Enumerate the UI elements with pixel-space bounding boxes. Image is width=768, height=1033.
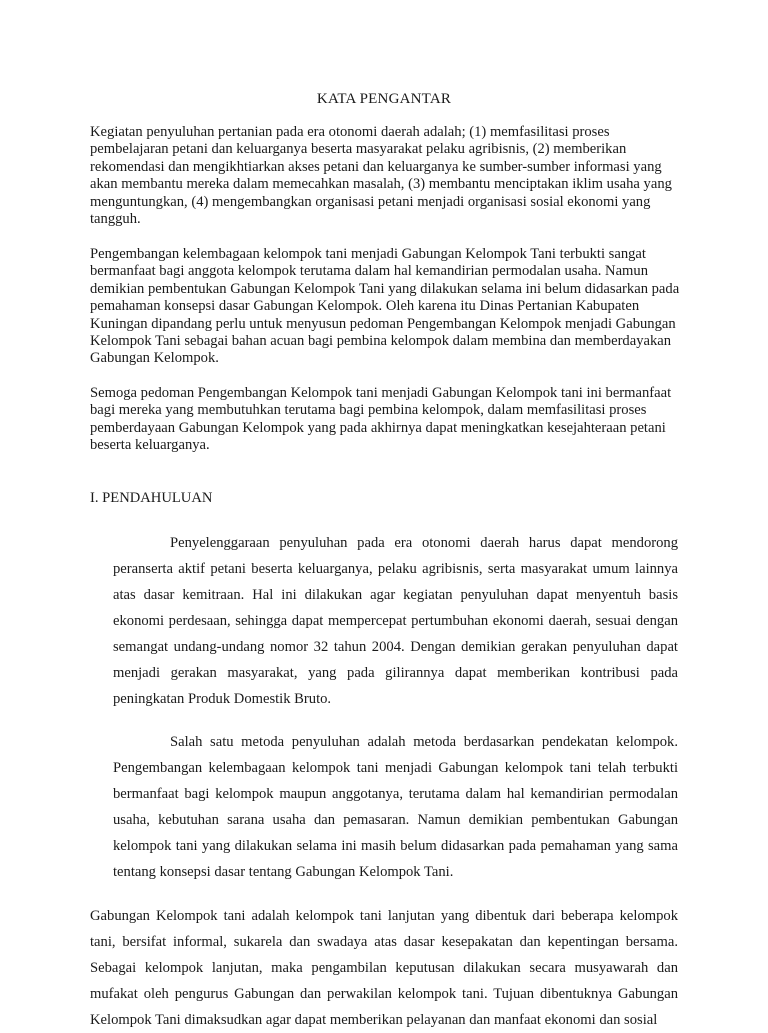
intro-paragraph-1: Kegiatan penyuluhan pertanian pada era otonomi daerah adalah; (1) memfasilitasi proses pembelajaran petani dan keluarganya beserta masyarakat pelaku agribisnis, (2) memberikan rekomendasi dan mengikhtiarkan akses petani dan keluarganya ke sumber-sumber informasi yang akan membantu mereka dalam memecahkan masalah, (3) membantu menciptakan iklim usaha yang menguntungkan, (4) mengembangkan organisasi petani menjadi organisasi sosial ekonomi yang tangguh. [90,124,672,228]
section-paragraph-1: Penyelenggaraan penyuluhan pada era otonomi daerah harus dapat mendorong peranserta aktif petani beserta keluarganya, pelaku agribisnis, serta masyarakat umum lainnya atas dasar kemitraan. Hal ini dilakukan agar kegiatan penyuluhan dapat menyentuh basis ekonomi perdesaan, sehingga dapat mempercepat pertumbuhan ekonomi daerah, sesuai dengan semangat undang-undang nomor 32 tahun 2004. Dengan demikian gerakan penyuluhan dapat menjadi gerakan masyarakat, yang pada gilirannya dapat memberikan kontribusi pada peningkatan Produk Domestik Bruto. [113,535,678,707]
section-heading: I. PENDAHULUAN [90,490,213,506]
intro-paragraph-3: Semoga pedoman Pengembangan Kelompok tani menjadi Gabungan Kelompok tani ini bermanfaat bagi mereka yang membutuhkan terutama bagi pembina kelompok, dalam memfasilitasi proses pemberdayaan Gabungan Kelompok yang pada akhirnya dapat meningkatkan kesejahteraan petani beserta keluarganya. [90,385,672,454]
intro-paragraph-2: Pengembangan kelembagaan kelompok tani menjadi Gabungan Kelompok Tani terbukti sangat bermanfaat bagi anggota kelompok terutama dalam hal kemandirian permodalan usaha. Namun demikian pembentukan Gabungan Kelompok Tani yang dilakukan selama ini belum didasarkan pada pemahaman konsepsi dasar Gabungan Kelompok. Oleh karena itu Dinas Pertanian Kabupaten Kuningan dipandang perlu untuk menyusun pedoman Pengembangan Kelompok menjadi Gabungan Kelompok Tani sebagai bahan acuan bagi pembina kelompok dalam membina dan memberdayakan Gabungan Kelompok. [90,246,680,367]
page-title: KATA PENGANTAR [316,91,452,107]
section-paragraph-2: Salah satu metoda penyuluhan adalah metoda berdasarkan pendekatan kelompok. Pengembangan kelembagaan kelompok tani menjadi Gabungan kelompok tani telah terbukti bermanfaat bagi kelompok maupun anggotanya, terutama dalam hal kemandirian permodalan usaha, kebutuhan sarana usaha dan pemasaran. Namun demikian pembentukan Gabungan kelompok tani yang dilakukan selama ini masih belum didasarkan pada pemahaman yang sama tentang konsepsi dasar tentang Gabungan Kelompok Tani. [113,734,678,880]
section-paragraph-3: Gabungan Kelompok tani adalah kelompok tani lanjutan yang dibentuk dari beberapa kelompok tani, bersifat informal, sukarela dan swadaya atas dasar kesepakatan dan kepentingan bersama. Sebagai kelompok lanjutan, maka pengambilan keputusan dilakukan secara musyawarah dan mufakat oleh pengurus Gabungan dan perwakilan kelompok tani. Tujuan dibentuknya Gabungan Kelompok Tani dimaksudkan agar dapat memberikan pelayanan dan manfaat ekonomi dan sosial [90,908,678,1028]
